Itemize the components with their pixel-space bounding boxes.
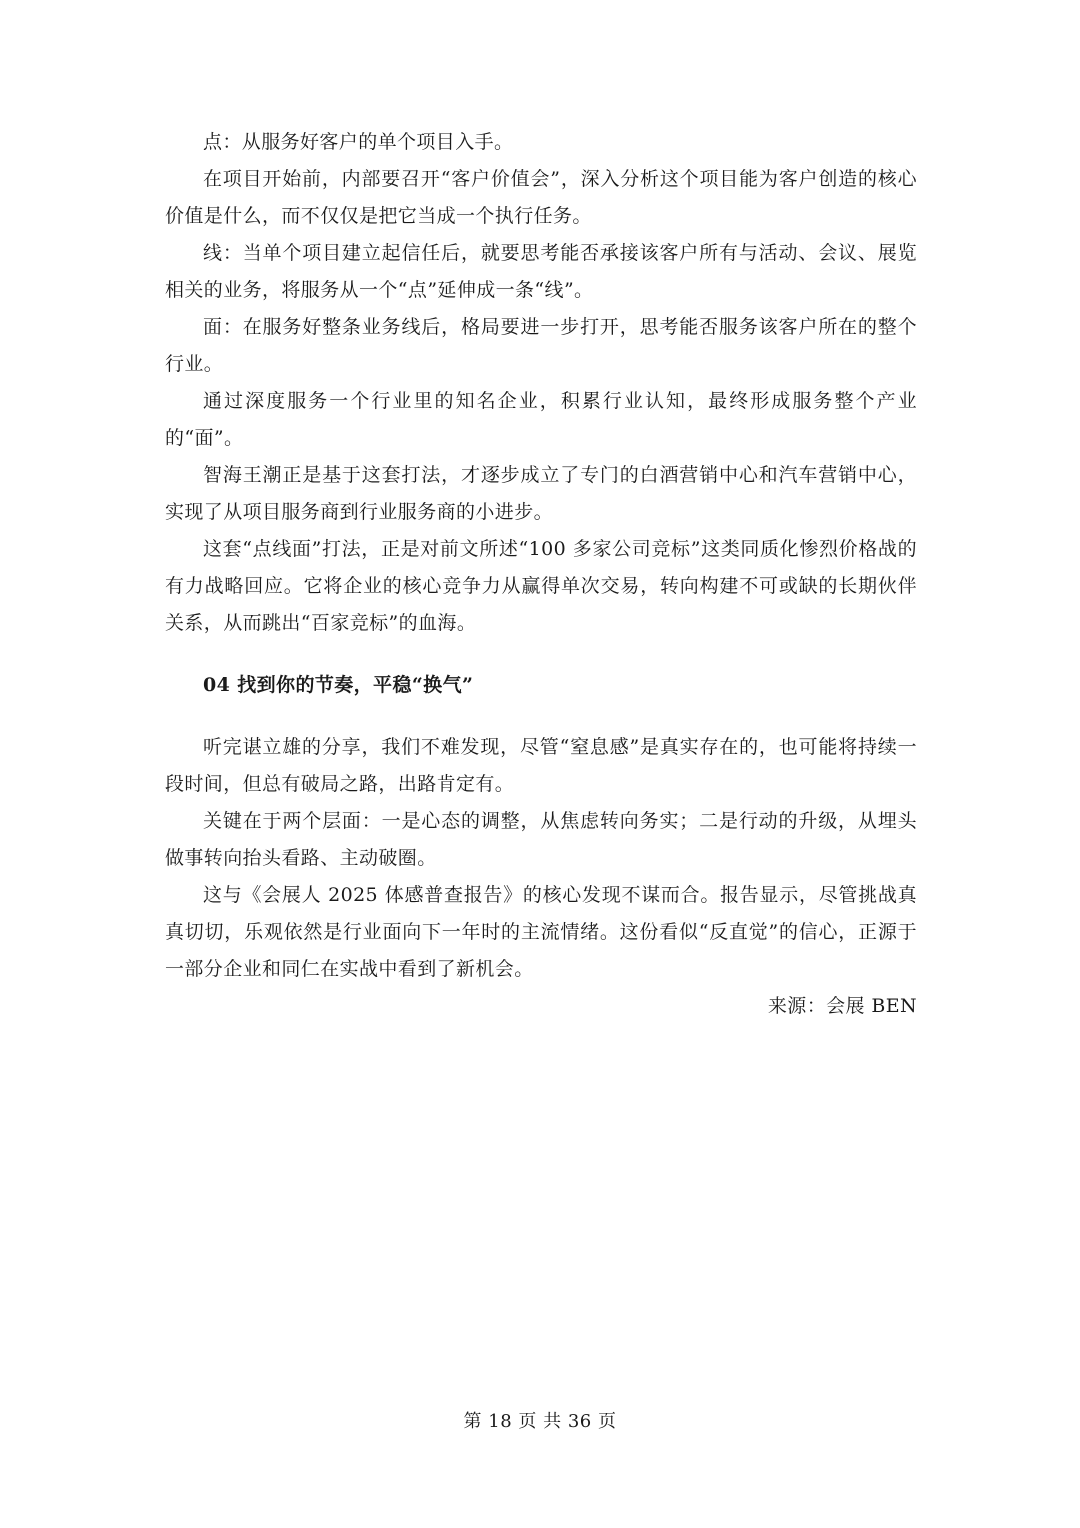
body-paragraph: 在项目开始前，内部要召开“客户价值会”，深入分析这个项目能为客户创造的核心价值是什么，而不仅仅是把它当成一个执行任务。 xyxy=(165,168,917,227)
body-paragraph: 听完谌立雄的分享，我们不难发现，尽管“窒息感”是真实存在的，也可能将持续一段时间，但总有破局之路，出路肯定有。 xyxy=(165,736,917,795)
body-paragraph: 线：当单个项目建立起信任后，就要思考能否承接该客户所有与活动、会议、展览相关的业务，将服务从一个“点”延伸成一条“线”。 xyxy=(165,242,917,301)
body-paragraph: 这与《会展人 2025 体感普查报告》的核心发现不谋而合。报告显示，尽管挑战真真切切，乐观依然是行业面向下一年时的主流情绪。这份看似“反直觉”的信心，正源于一部分企业和同仁在实战中看到了新机会。 xyxy=(165,884,917,980)
source-attribution: 来源：会展 BEN xyxy=(767,995,917,1017)
body-paragraph: 智海王潮正是基于这套打法，才逐步成立了专门的白酒营销中心和汽车营销中心，实现了从项目服务商到行业服务商的小进步。 xyxy=(165,464,917,523)
body-paragraph: 通过深度服务一个行业里的知名企业，积累行业认知，最终形成服务整个产业的“面”。 xyxy=(165,390,917,449)
page-body xyxy=(165,124,917,1025)
page-number-label: 第 18 页 共 36 页 xyxy=(463,1411,617,1432)
body-paragraph: 面：在服务好整条业务线后，格局要进一步打开，思考能否服务该客户所在的整个行业。 xyxy=(165,316,917,375)
page-footer xyxy=(0,1408,1080,1436)
body-paragraph: 点：从服务好客户的单个项目入手。 xyxy=(203,131,514,153)
body-paragraph: 这套“点线面”打法，正是对前文所述“100 多家公司竞标”这类同质化惨烈价格战的有力战略回应。它将企业的核心竞争力从赢得单次交易，转向构建不可或缺的长期伙伴关系，从而跳出“百家竞标”的血海。 xyxy=(165,538,917,634)
section-heading: 04 找到你的节奏，平稳“换气” xyxy=(203,674,474,696)
body-paragraph: 关键在于两个层面：一是心态的调整，从焦虑转向务实；二是行动的升级，从埋头做事转向抬头看路、主动破圈。 xyxy=(165,810,917,869)
